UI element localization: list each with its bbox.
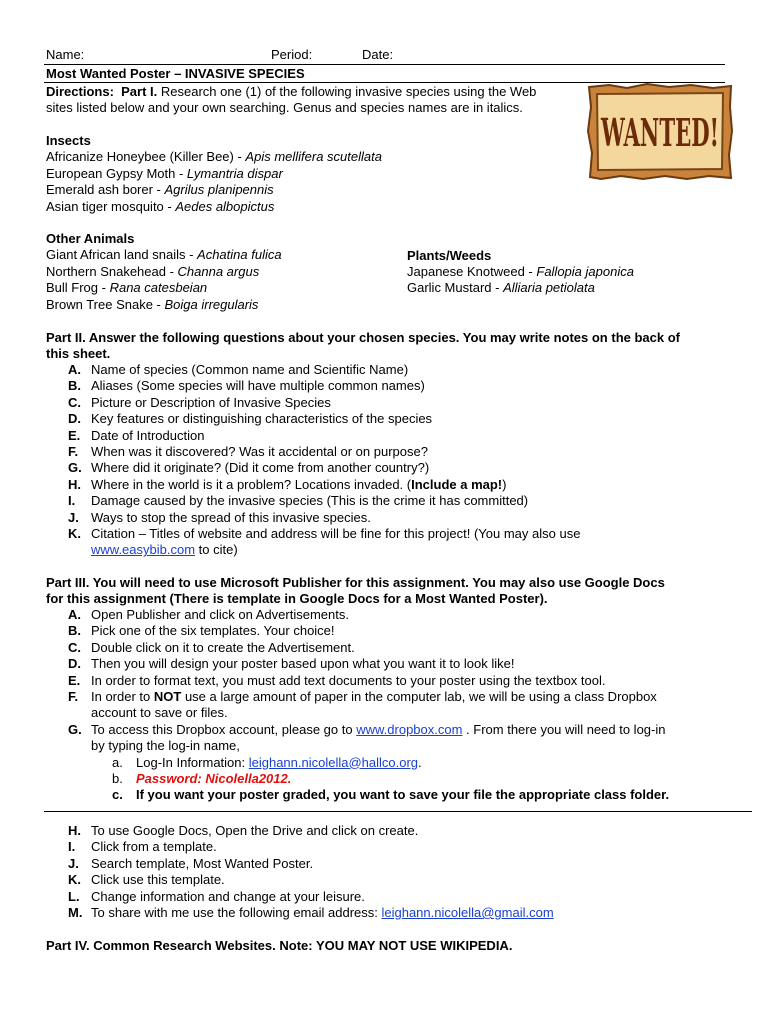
list-item: Africanize Honeybee (Killer Bee) - Apis mellifera scutellata: [46, 149, 382, 164]
hallco-email-link[interactable]: leighann.nicolella@hallco.org: [248, 754, 419, 770]
list-item: Asian tiger mosquito - Aedes albopictus: [46, 199, 275, 214]
list-item: Brown Tree Snake - Boiga irregularis: [46, 297, 259, 312]
list-item: Bull Frog - Rana catesbeian: [46, 280, 208, 295]
part2-heading-cont: this sheet.: [46, 346, 111, 361]
directions-line2: sites listed below and your own searching. Genus and species names are in italics.: [46, 100, 523, 115]
part3-heading: Part III. You will need to use Microsoft Publisher for this assignment. You may also use Google Docs: [46, 575, 665, 590]
list-item: Garlic Mustard - Alliaria petiolata: [407, 280, 595, 295]
list-item: Giant African land snails - Achatina fulica: [46, 247, 282, 262]
part4-heading: Part IV. Common Research Websites. Note: YOU MAY NOT USE WIKIPEDIA.: [46, 938, 513, 953]
list-item: Northern Snakehead - Channa argus: [46, 264, 260, 279]
list-item: European Gypsy Moth - Lymantria dispar: [46, 166, 283, 181]
dropbox-link[interactable]: www.dropbox.com: [356, 721, 463, 737]
date-label: Date:: [362, 47, 394, 62]
part2-heading: Part II. Answer the following questions about your chosen species. You may write notes on the back of: [46, 330, 680, 345]
wanted-poster-image: [587, 83, 733, 180]
list-item: Japanese Knotweed - Fallopia japonica: [407, 264, 634, 279]
page-title: Most Wanted Poster – INVASIVE SPECIES: [46, 66, 305, 81]
password-text: Password: Nicolella2012.: [136, 770, 292, 786]
easybib-link[interactable]: www.easybib.com: [91, 542, 196, 558]
other-animals-heading: Other Animals: [46, 231, 135, 246]
svg-text:WANTED!: WANTED!: [600, 110, 719, 155]
insects-heading: Insects: [46, 133, 91, 148]
header-line: [44, 64, 725, 65]
list-item: Emerald ash borer - Agrilus planipennis: [46, 182, 274, 197]
part3-heading-cont: for this assignment (There is template in Google Docs for a Most Wanted Poster).: [46, 591, 548, 606]
period-label: Period:: [271, 47, 313, 62]
plants-heading: Plants/Weeds: [407, 248, 492, 263]
gmail-email-link[interactable]: leighann.nicolella@gmail.com: [381, 904, 554, 920]
section-divider: [44, 811, 752, 812]
directions-line1: Directions: Part I. Research one (1) of the following invasive species using the Web: [46, 84, 537, 99]
name-label: Name:: [46, 47, 85, 62]
